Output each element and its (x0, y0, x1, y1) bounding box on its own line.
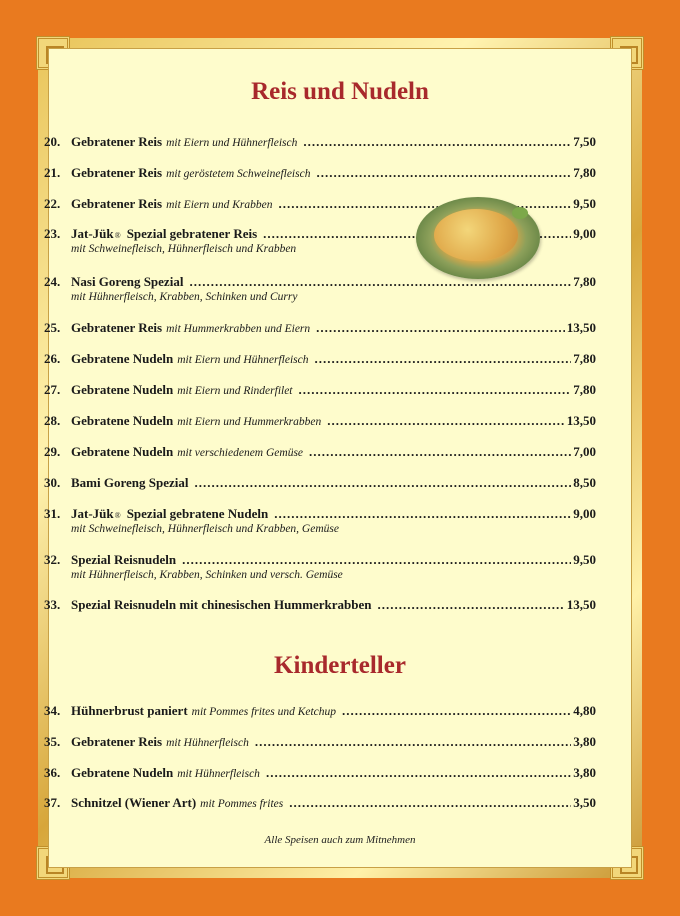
dot-leader (189, 274, 571, 290)
item-name: Spezial Reisnudeln mit chinesischen Hummerkrabben (71, 597, 372, 612)
item-description: mit Hummerkrabben und Eiern (166, 323, 311, 335)
item-price: 9,50 (573, 552, 596, 567)
menu-item (44, 734, 596, 750)
menu-item-row (44, 382, 596, 398)
dot-leader (274, 506, 571, 522)
dot-leader (316, 165, 571, 181)
dot-leader (309, 444, 571, 460)
item-price: 3,80 (573, 765, 596, 780)
footer-note: Alle Speisen auch zum Mitnehmen (264, 834, 416, 846)
item-subdescription: mit Hühnerfleisch, Krabben, Schinken und versch. Gemüse (71, 569, 343, 581)
section-title-reis-nudeln: Reis und Nudeln (251, 78, 429, 105)
item-name: Jat-Jük (71, 226, 114, 241)
item-name: Jat-Jük (71, 506, 114, 521)
item-price: 7,80 (573, 165, 596, 180)
item-description: mit Pommes frites (200, 798, 284, 810)
item-number: 20. (44, 134, 61, 149)
item-price: 7,80 (573, 351, 596, 366)
item-number: 35. (44, 734, 61, 749)
item-name: Gebratener Reis (71, 196, 163, 211)
dot-leader (314, 351, 571, 367)
dot-leader (182, 552, 571, 568)
item-price: 3,50 (573, 795, 596, 810)
menu-item (44, 703, 596, 719)
menu-item (44, 506, 596, 535)
item-price: 13,50 (566, 413, 596, 428)
menu-item (44, 382, 596, 398)
dot-leader (299, 382, 572, 398)
item-name: Gebratene Nudeln (71, 444, 174, 459)
item-number: 25. (44, 320, 61, 335)
dot-leader (342, 703, 571, 719)
menu-item (44, 444, 596, 460)
item-price: 8,50 (573, 475, 596, 490)
item-description: mit geröstetem Schweinefleisch (166, 168, 311, 180)
item-description: mit Eiern und Hummerkrabben (177, 416, 322, 428)
item-price: 9,00 (573, 506, 596, 521)
item-number: 33. (44, 597, 61, 612)
item-description: mit Eiern und Hühnerfleisch (166, 137, 298, 149)
item-name: Gebratene Nudeln (71, 351, 174, 366)
item-price: 7,00 (573, 444, 596, 459)
item-number: 23. (44, 226, 61, 241)
item-price: 4,80 (573, 703, 596, 718)
item-price: 7,50 (573, 134, 596, 149)
item-number: 28. (44, 413, 61, 428)
item-subdescription: mit Hühnerfleisch, Krabben, Schinken und Curry (71, 291, 298, 303)
menu-item-row (44, 475, 596, 491)
item-number: 24. (44, 274, 61, 289)
item-description: mit Hühnerfleisch (166, 737, 249, 749)
item-name: Gebratene Nudeln (71, 765, 174, 780)
dot-leader (255, 734, 571, 750)
item-description: mit Eiern und Krabben (166, 199, 273, 211)
menu-item (44, 351, 596, 367)
menu-item (44, 413, 596, 429)
item-subdescription: mit Schweinefleisch, Hühnerfleisch und Krabben, Gemüse (71, 523, 339, 535)
item-number: 29. (44, 444, 61, 459)
item-description: mit Eiern und Rinderfilet (177, 385, 293, 397)
menu-item-row (44, 165, 596, 181)
item-name: Hühnerbrust paniert (71, 703, 188, 718)
item-price: 7,80 (573, 274, 596, 289)
menu-item (44, 765, 596, 781)
item-price: 13,50 (566, 597, 596, 612)
item-price: 3,80 (573, 734, 596, 749)
item-name-suffix: Spezial gebratener Reis (126, 226, 258, 241)
menu-item-row (44, 413, 596, 429)
item-number: 26. (44, 351, 61, 366)
item-number: 22. (44, 196, 61, 211)
registered-mark: ® (114, 231, 121, 240)
menu-item-row (44, 795, 596, 811)
dot-leader (289, 795, 571, 811)
dot-leader (377, 597, 564, 613)
item-subdescription: mit Schweinefleisch, Hühnerfleisch und Krabben (71, 243, 297, 255)
menu-item (44, 320, 596, 336)
item-name: Gebratener Reis (71, 320, 163, 335)
item-name: Nasi Goreng Spezial (71, 274, 184, 289)
item-price: 9,50 (573, 196, 596, 211)
menu-item-row (44, 703, 596, 719)
menu-item-row (44, 320, 596, 336)
menu-item-row (44, 351, 596, 367)
menu-item-row (44, 134, 596, 150)
item-number: 37. (44, 795, 61, 810)
dot-leader (316, 320, 565, 336)
dot-leader (327, 413, 564, 429)
item-description: mit Hühnerfleisch (177, 768, 260, 780)
menu-item (44, 597, 596, 613)
dot-leader (194, 475, 571, 491)
item-number: 31. (44, 506, 61, 521)
menu-item-row (44, 734, 596, 750)
menu-item-row (44, 552, 596, 568)
item-description: mit verschiedenem Gemüse (177, 447, 304, 459)
item-description: mit Pommes frites und Ketchup (191, 706, 337, 718)
item-name: Gebratener Reis (71, 165, 163, 180)
item-description: mit Eiern und Hühnerfleisch (177, 354, 309, 366)
menu-item (44, 165, 596, 181)
item-name: Spezial Reisnudeln (71, 552, 177, 567)
item-price: 13,50 (566, 320, 596, 335)
menu-item-row (44, 597, 596, 613)
item-name-suffix: Spezial gebratene Nudeln (126, 506, 269, 521)
menu-item-row (44, 444, 596, 460)
registered-mark: ® (114, 511, 121, 520)
menu-item (44, 475, 596, 491)
item-name: Gebratener Reis (71, 134, 163, 149)
item-name: Schnitzel (Wiener Art) (71, 795, 197, 810)
menu-item (44, 552, 596, 581)
menu-item-row (44, 274, 596, 290)
item-number: 27. (44, 382, 61, 397)
menu-item (44, 134, 596, 150)
item-number: 36. (44, 765, 61, 780)
dot-leader (303, 134, 571, 150)
dot-leader (266, 765, 571, 781)
item-name: Gebratene Nudeln (71, 413, 174, 428)
menu-item-row (44, 506, 596, 522)
item-name: Gebratener Reis (71, 734, 163, 749)
fried-rice-plate-image (416, 197, 540, 279)
item-number: 32. (44, 552, 61, 567)
item-price: 9,00 (573, 226, 596, 241)
menu-item-row (44, 765, 596, 781)
item-price: 7,80 (573, 382, 596, 397)
item-number: 30. (44, 475, 61, 490)
item-name: Bami Goreng Spezial (71, 475, 189, 490)
item-number: 34. (44, 703, 61, 718)
item-number: 21. (44, 165, 61, 180)
section-title-kinderteller: Kinderteller (274, 652, 406, 679)
item-name: Gebratene Nudeln (71, 382, 174, 397)
menu-item (44, 274, 596, 303)
menu-item (44, 795, 596, 811)
